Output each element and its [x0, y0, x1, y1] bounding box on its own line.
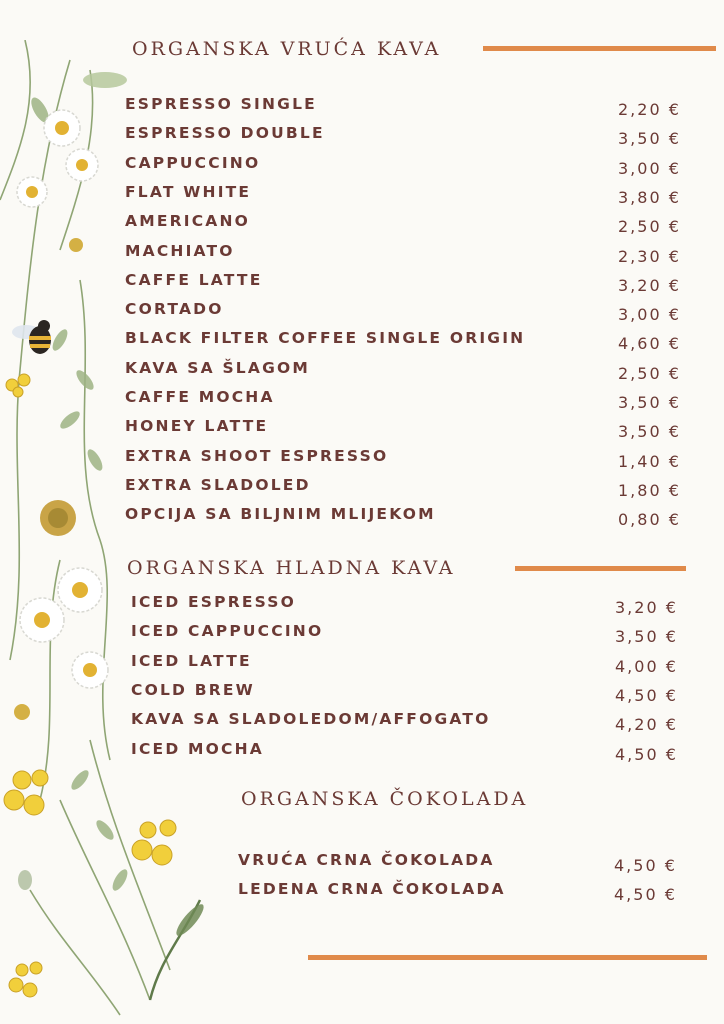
- menu-item-name: ICED ESPRESSO: [131, 593, 297, 611]
- menu-item-name: CAFFE MOCHA: [125, 388, 275, 406]
- section-title-chocolate: ORGANSKA ČOKOLADA: [241, 788, 529, 810]
- menu-item-name: OPCIJA SA BILJNIM MLIJEKOM: [125, 505, 436, 523]
- section-title-hot-coffee: ORGANSKA VRUĆA KAVA: [132, 38, 442, 60]
- menu-item-price: 1,40 €: [618, 452, 681, 471]
- menu-item-name: BLACK FILTER COFFEE SINGLE ORIGIN: [125, 329, 526, 347]
- menu-item-price: 4,20 €: [615, 715, 678, 734]
- menu-item-price: 3,00 €: [618, 159, 681, 178]
- menu-item-price: 3,20 €: [615, 598, 678, 617]
- bee-icon: [12, 320, 51, 354]
- menu-item-price: 4,60 €: [618, 334, 681, 353]
- menu-item-name: FLAT WHITE: [125, 183, 252, 201]
- section-divider: [483, 46, 716, 51]
- menu-item-name: EXTRA SLADOLED: [125, 476, 311, 494]
- menu-item-name: ESPRESSO SINGLE: [125, 95, 317, 113]
- footer-divider: [308, 955, 707, 960]
- menu-item-name: EXTRA SHOOT ESPRESSO: [125, 447, 389, 465]
- menu-item-price: 4,00 €: [615, 657, 678, 676]
- menu-item-price: 3,50 €: [615, 627, 678, 646]
- menu-item-name: ICED LATTE: [131, 652, 252, 670]
- menu-item-price: 3,50 €: [618, 422, 681, 441]
- menu-item-price: 4,50 €: [614, 885, 677, 904]
- menu-item-name: ESPRESSO DOUBLE: [125, 124, 325, 142]
- menu-item-name: MACHIATO: [125, 242, 235, 260]
- menu-item-price: 2,50 €: [618, 217, 681, 236]
- menu-item-price: 3,00 €: [618, 305, 681, 324]
- section-title-cold-coffee: ORGANSKA HLADNA KAVA: [127, 557, 456, 579]
- menu-item-price: 1,80 €: [618, 481, 681, 500]
- menu-item-price: 3,20 €: [618, 276, 681, 295]
- menu-item-name: KAVA SA ŠLAGOM: [125, 359, 311, 377]
- menu-item-price: 3,50 €: [618, 393, 681, 412]
- menu-item-price: 3,80 €: [618, 188, 681, 207]
- menu-item-name: COLD BREW: [131, 681, 255, 699]
- menu-item-name: ICED MOCHA: [131, 740, 264, 758]
- menu-item-price: 3,50 €: [618, 129, 681, 148]
- menu-item-name: ICED CAPPUCCINO: [131, 622, 324, 640]
- menu-item-name: CORTADO: [125, 300, 224, 318]
- menu-item-price: 2,30 €: [618, 247, 681, 266]
- menu-item-name: AMERICANO: [125, 212, 251, 230]
- menu-item-name: KAVA SA SLADOLEDOM/AFFOGATO: [131, 710, 491, 728]
- menu-item-price: 2,50 €: [618, 364, 681, 383]
- menu-item-name: CAPPUCCINO: [125, 154, 261, 172]
- menu-item-price: 2,20 €: [618, 100, 681, 119]
- section-divider: [515, 566, 686, 571]
- menu-item-name: VRUĆA CRNA ČOKOLADA: [238, 851, 495, 869]
- menu-item-name: HONEY LATTE: [125, 417, 269, 435]
- chamomile-flowers: [14, 110, 108, 720]
- menu-item-price: 4,50 €: [615, 686, 678, 705]
- menu-item-name: CAFFE LATTE: [125, 271, 263, 289]
- menu-item-name: LEDENA CRNA ČOKOLADA: [238, 880, 506, 898]
- menu-item-price: 4,50 €: [614, 856, 677, 875]
- menu-item-price: 0,80 €: [618, 510, 681, 529]
- menu-item-price: 4,50 €: [615, 745, 678, 764]
